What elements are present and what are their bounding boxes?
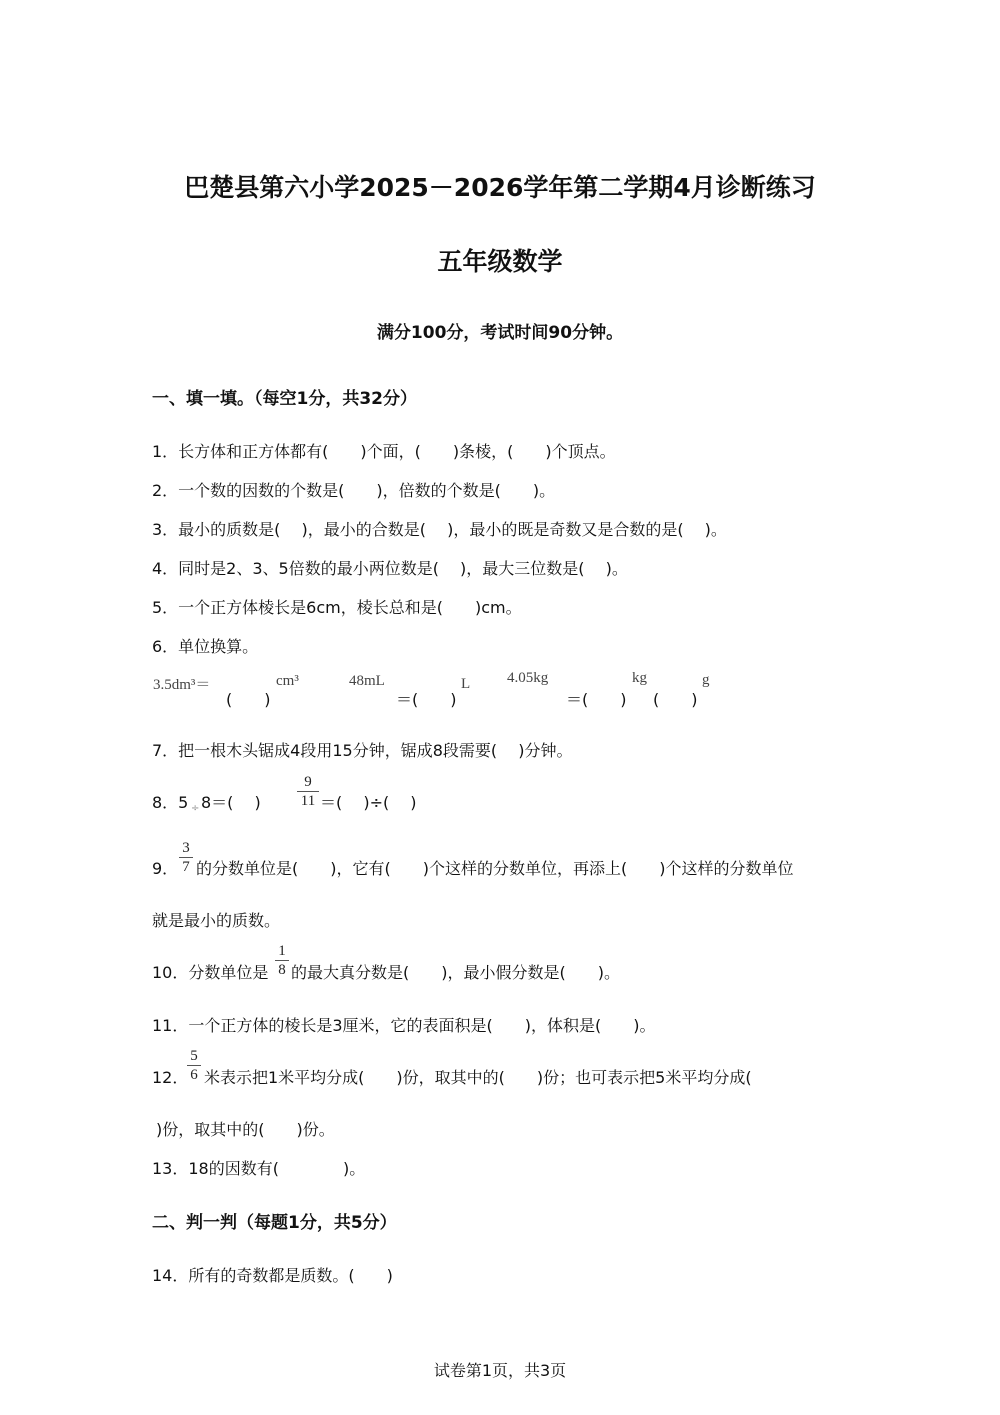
- conversion-c-unit2: g: [702, 672, 710, 688]
- q8-mid: 8＝( ): [201, 793, 261, 812]
- score-note: 满分100分，考试时间90分钟。: [376, 323, 624, 343]
- q12-fraction: [187, 1048, 201, 1083]
- q12-text: 米表示把1米平均分成( )份，取其中的( )份；也可表示把5米平均分成(: [204, 1068, 752, 1087]
- q10-text: 的最大真分数是( )，最小假分数是( )。: [291, 963, 620, 982]
- q8-fraction-denominator: 11: [300, 793, 316, 809]
- exam-title: 巴楚县第六小学2025－2026学年第二学期4月诊断练习: [184, 173, 816, 202]
- q8-tail: ＝( )÷( ): [320, 793, 417, 812]
- question-1: 1．长方体和正方体都有( )个面，( )条棱，( )个顶点。: [152, 442, 616, 461]
- conversion-a-unit: cm³: [276, 673, 299, 689]
- conversion-b-left: 48mL: [349, 673, 385, 689]
- section-2-heading: 二、判一判（每题1分，共5分）: [152, 1213, 397, 1233]
- conversion-c-unit1: kg: [632, 670, 647, 686]
- question-11: 11．一个正方体的棱长是3厘米，它的表面积是( )，体积是( )。: [152, 1016, 656, 1035]
- question-2: 2．一个数的因数的个数是( )，倍数的个数是( )。: [152, 481, 556, 500]
- conversion-a-left: 3.5dm³＝: [153, 677, 211, 693]
- conversion-b-eq: ＝( ): [396, 690, 457, 709]
- question-14: 14．所有的奇数都是质数。( ): [152, 1266, 393, 1285]
- question-5: 5．一个正方体棱长是6cm，棱长总和是( )cm。: [152, 598, 522, 617]
- question-3: 3．最小的质数是( )，最小的合数是( )，最小的既是奇数又是合数的是( )。: [152, 520, 727, 539]
- fraction-bar: [297, 791, 319, 792]
- q12-fraction-numerator: 5: [190, 1048, 198, 1064]
- page-footer: 试卷第1页，共3页: [433, 1361, 567, 1380]
- q9-fraction-denominator: 7: [182, 859, 190, 875]
- section-1-heading: 一、填一填。（每空1分，共32分）: [152, 389, 417, 409]
- conversion-c-left: 4.05kg: [507, 670, 549, 686]
- question-6: 6．单位换算。: [152, 637, 259, 656]
- q12-prefix: 12．: [152, 1068, 189, 1087]
- exam-subtitle: 五年级数学: [437, 247, 563, 276]
- conversion-c-eq: ＝( ): [566, 690, 627, 709]
- q9-prefix: 9．: [152, 859, 179, 878]
- q9-fraction: [179, 840, 193, 875]
- q8-fraction: [297, 774, 319, 809]
- q12-fraction-denominator: 6: [190, 1067, 198, 1083]
- q10-fraction-numerator: 1: [278, 943, 286, 959]
- fraction-bar: [179, 857, 193, 858]
- q9-text: 的分数单位是( )，它有( )个这样的分数单位，再添上( )个这样的分数单位: [196, 859, 794, 878]
- q8-fraction-numerator: 9: [304, 774, 312, 790]
- question-7: 7．把一根木头锯成4段用15分钟，锯成8段需要( )分钟。: [152, 741, 573, 760]
- question-13: 13．18的因数有( )。: [152, 1159, 366, 1178]
- q10-fraction-denominator: 8: [278, 962, 286, 978]
- q9-line2: 就是最小的质数。: [152, 911, 281, 930]
- question-4: 4．同时是2、3、5倍数的最小两位数是( )，最大三位数是( )。: [152, 559, 628, 578]
- conversion-c-blank2: ( ): [653, 690, 698, 709]
- conversion-a-blank: ( ): [226, 690, 271, 709]
- q9-fraction-numerator: 3: [182, 840, 190, 856]
- q8-divide-sign: ÷: [191, 803, 200, 814]
- fraction-bar: [187, 1065, 201, 1066]
- q8-prefix: 8．5: [152, 793, 189, 812]
- q10-prefix: 10．分数单位是: [152, 963, 269, 982]
- conversion-b-unit: L: [461, 676, 471, 692]
- q10-fraction: [275, 943, 289, 978]
- fraction-bar: [275, 960, 289, 961]
- q12-line2: )份，取其中的( )份。: [156, 1120, 335, 1139]
